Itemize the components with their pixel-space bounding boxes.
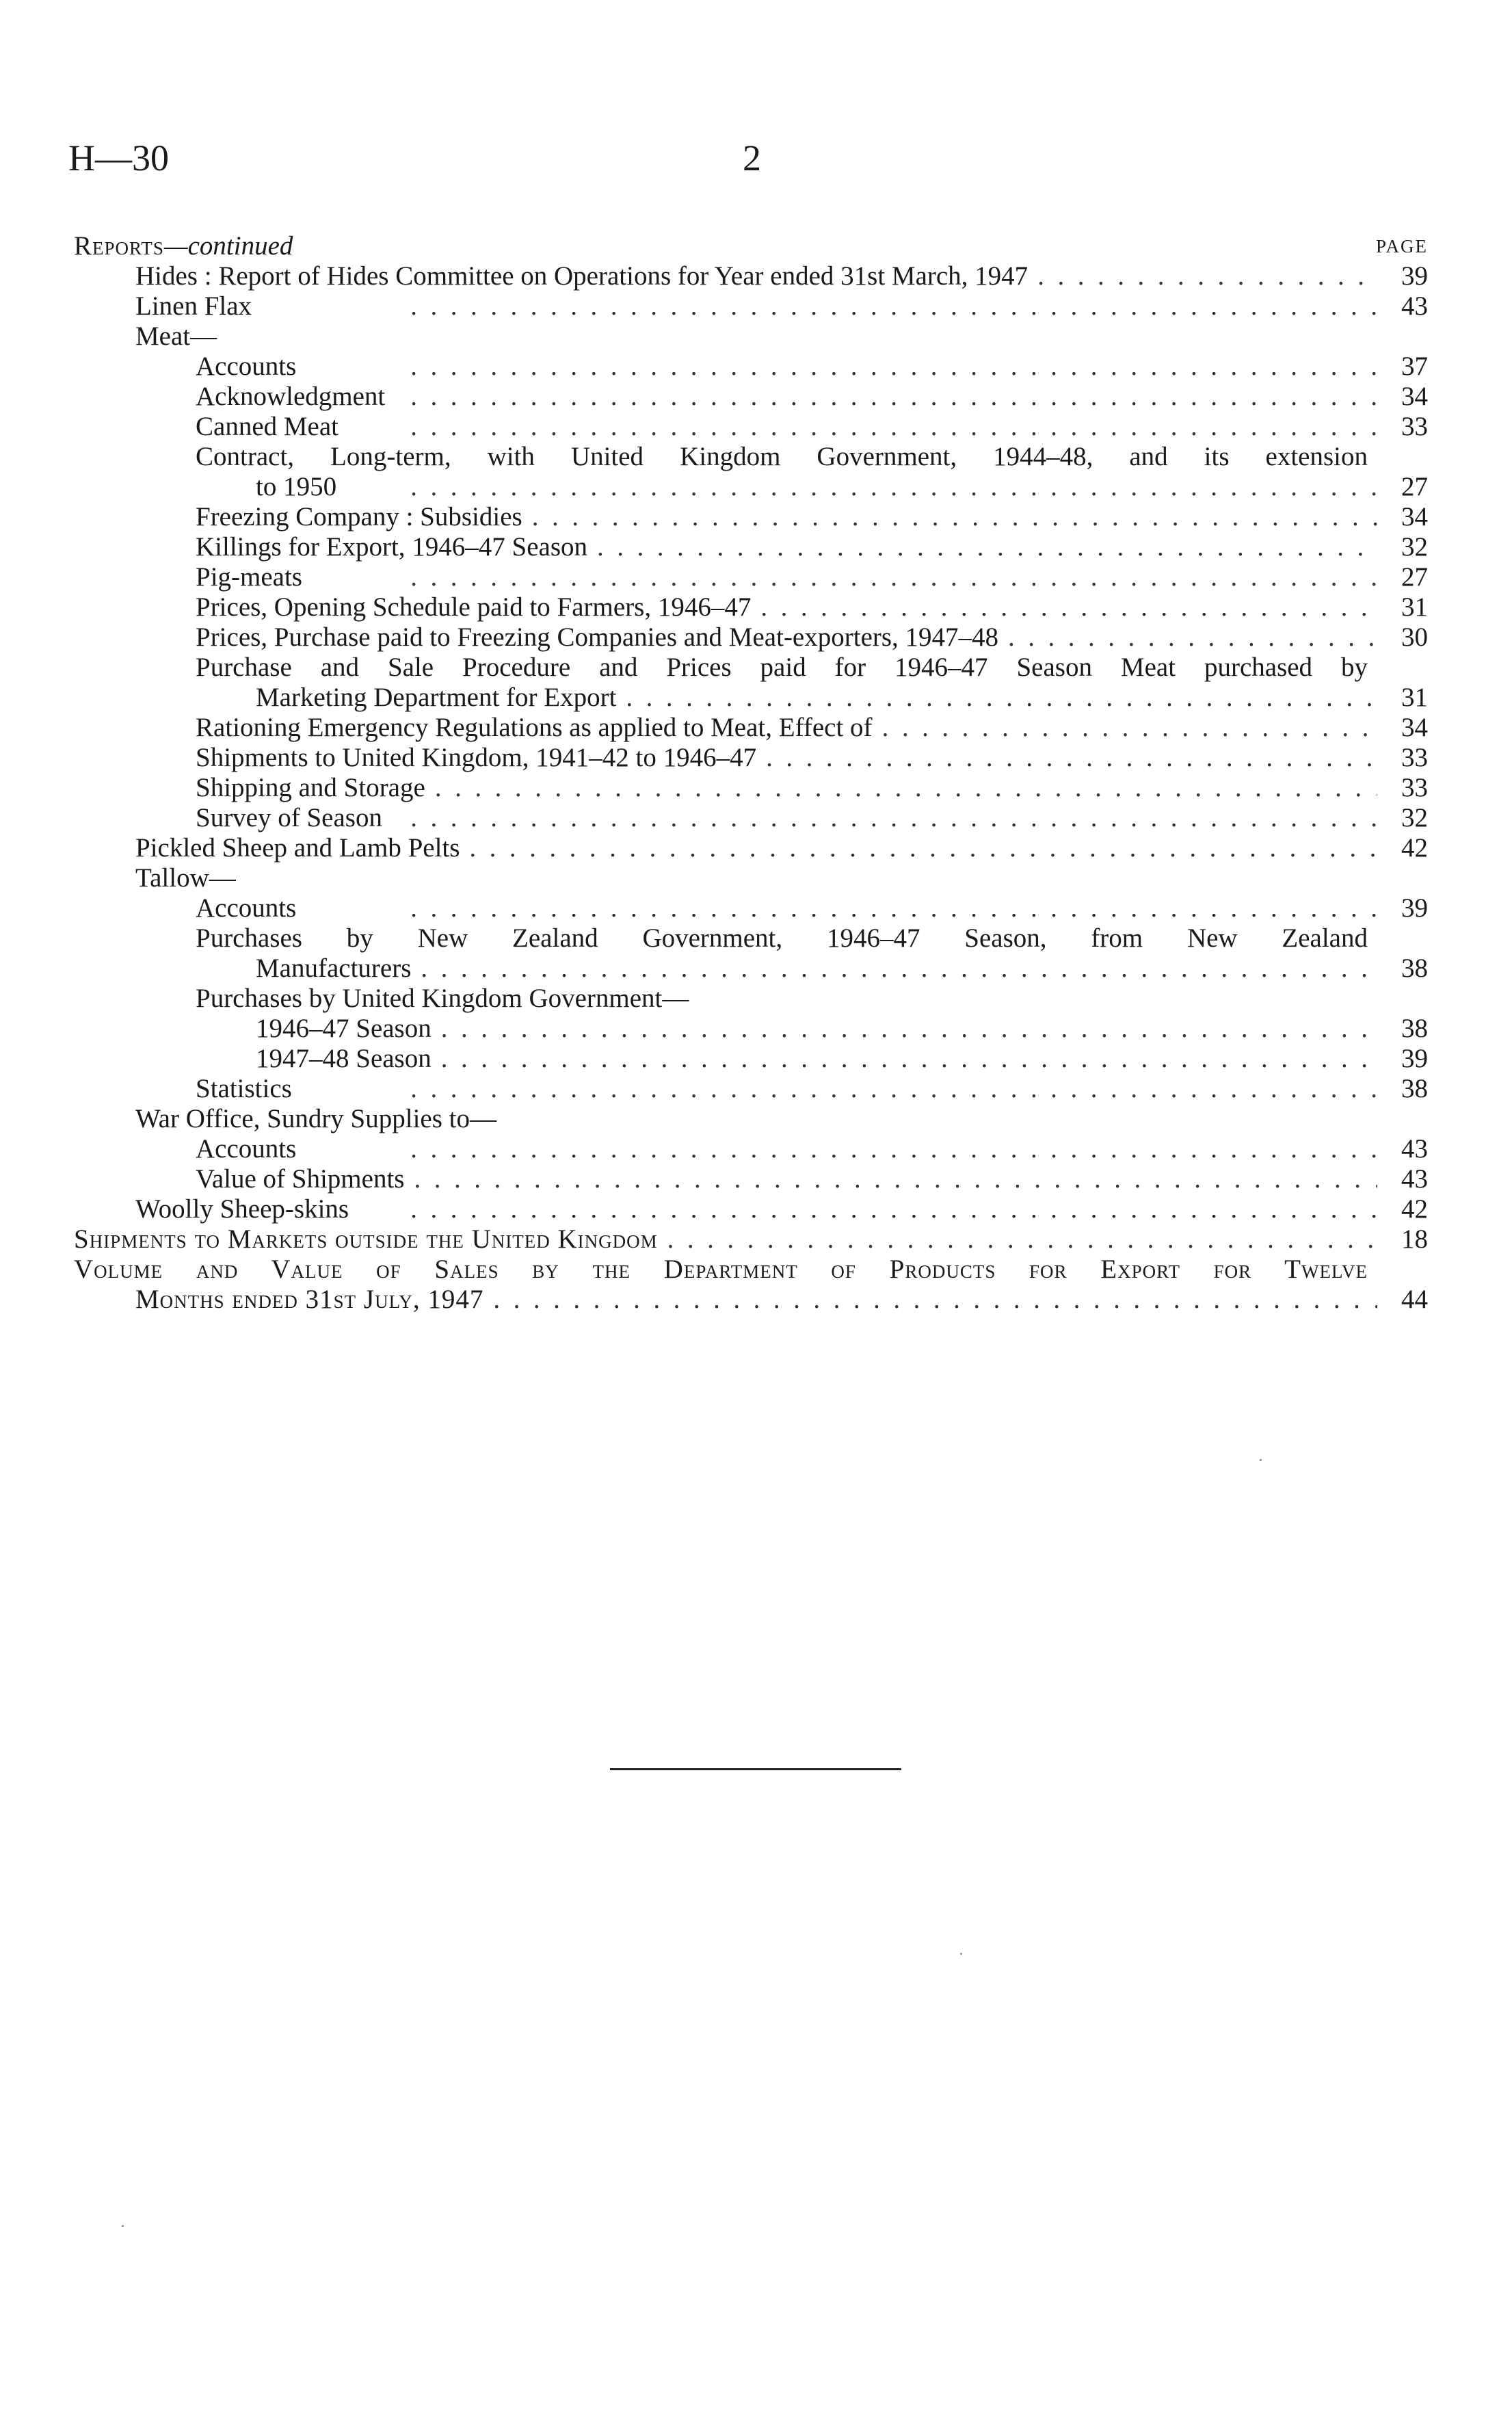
toc-entry-value-shipments	[74, 1164, 1428, 1194]
dot-leader	[587, 532, 1377, 562]
toc-entry-hides	[74, 261, 1428, 291]
entry-label: Prices, Purchase paid to Freezing Companies and Meat-exporters, 1947–48	[196, 622, 999, 652]
closing-rule	[610, 1768, 901, 1770]
entry-page: 42	[1401, 833, 1428, 863]
dot-leader	[432, 1044, 1377, 1074]
dot-leader	[1028, 261, 1377, 291]
entry-continuation	[74, 1285, 1428, 1315]
entry-page: 18	[1401, 1224, 1428, 1254]
entry-label: Accounts	[196, 1134, 297, 1164]
dot-leader	[382, 803, 1377, 833]
toc-entry-killings	[74, 532, 1428, 562]
entry-label: Shipping and Storage	[196, 773, 425, 802]
entry-page: 37	[1401, 352, 1428, 381]
entry-continuation	[196, 954, 1428, 984]
section-title: Reports	[74, 231, 164, 261]
entry-page: 43	[1401, 1134, 1428, 1164]
dot-leader	[751, 592, 1377, 622]
entry-label: 1947–48 Season	[256, 1044, 432, 1073]
toc-heading-war-office: War Office, Sundry Supplies to—	[135, 1104, 496, 1133]
entry-label: Rationing Emergency Regulations as applied to Meat, Effect of	[196, 713, 873, 742]
dot-leader	[460, 833, 1377, 863]
entry-label: Shipments to United Kingdom, 1941–42 to 1946–47	[196, 743, 757, 772]
entry-page: 32	[1401, 803, 1428, 832]
dot-leader	[998, 622, 1377, 653]
dot-leader	[756, 743, 1377, 773]
entry-page: 34	[1401, 713, 1428, 742]
entry-page: 27	[1401, 562, 1428, 592]
entry-label: Accounts	[196, 352, 297, 381]
toc-entry-shipments-markets	[74, 1224, 1428, 1254]
scan-speck	[960, 1953, 962, 1955]
entry-label: Woolly Sheep-skins	[135, 1194, 349, 1224]
entry-label: Acknowledgment	[196, 382, 386, 411]
dot-leader	[252, 291, 1377, 321]
dot-leader	[296, 352, 1377, 382]
toc-heading-meat: Meat—	[135, 321, 217, 351]
dot-leader	[296, 1134, 1377, 1164]
entry-continuation	[196, 472, 1428, 502]
toc-entry-prices-purchase	[74, 622, 1428, 653]
entry-label: Survey of Season	[196, 803, 382, 832]
entry-label: Value of Shipments	[196, 1164, 405, 1194]
entry-page: 43	[1401, 291, 1428, 321]
toc-heading-tallow: Tallow—	[135, 863, 236, 893]
dot-leader	[385, 382, 1377, 412]
toc-entry-war-office-accounts	[74, 1134, 1428, 1164]
toc-entry-purchase-sale	[74, 653, 1428, 713]
dot-leader	[339, 412, 1377, 442]
dot-leader	[349, 1194, 1377, 1224]
scan-speck	[1260, 1459, 1262, 1461]
entry-label-line2: Marketing Department for Export	[256, 683, 617, 712]
toc-entry-statistics	[74, 1074, 1428, 1104]
dot-leader	[404, 1164, 1377, 1194]
entry-label: Pickled Sheep and Lamb Pelts	[135, 833, 460, 863]
toc-entry-shipments-uk	[74, 743, 1428, 773]
entry-label: Accounts	[196, 893, 297, 923]
entry-page: 39	[1401, 893, 1428, 923]
toc-entry-linen-flax	[74, 291, 1428, 321]
dot-leader	[292, 1074, 1377, 1104]
table-of-contents	[74, 231, 1428, 1315]
page-number: 2	[743, 137, 761, 179]
dot-leader	[302, 562, 1377, 592]
entry-label: Linen Flax	[135, 291, 252, 321]
dot-leader	[616, 683, 1377, 713]
toc-entry-acknowledgment	[74, 382, 1428, 412]
toc-entry-season-1947	[74, 1044, 1428, 1074]
entry-page: 31	[1401, 683, 1428, 712]
continued-label: —continued	[163, 231, 293, 261]
toc-heading-uk-purchases: Purchases by United Kingdom Government—	[196, 984, 689, 1013]
toc-entry-pickled-pelts	[74, 833, 1428, 863]
toc-entry-woolly-skins	[74, 1194, 1428, 1224]
entry-page: 31	[1401, 592, 1428, 622]
dot-leader	[522, 502, 1377, 532]
entry-page: 30	[1401, 622, 1428, 652]
dot-leader	[483, 1285, 1377, 1315]
entry-page: 38	[1401, 1014, 1428, 1043]
entry-page: 27	[1401, 472, 1428, 501]
entry-label: Canned Meat	[196, 412, 339, 441]
toc-entry-shipping-storage	[74, 773, 1428, 803]
toc-entry-season-1946	[74, 1014, 1428, 1044]
entry-page: 34	[1401, 382, 1428, 411]
toc-entry-volume-value	[74, 1254, 1428, 1315]
toc-entry-pig-meats	[74, 562, 1428, 592]
dot-leader	[336, 472, 1377, 502]
toc-entry-rationing	[74, 713, 1428, 743]
scan-speck	[122, 2225, 124, 2227]
entry-label: Pig-meats	[196, 562, 302, 592]
entry-label: Statistics	[196, 1074, 292, 1103]
entry-page: 39	[1401, 1044, 1428, 1073]
toc-entry-canned-meat	[74, 412, 1428, 442]
entry-label: Hides : Report of Hides Committee on Operations for Year ended 31st March, 1947	[135, 261, 1029, 291]
entry-page: 33	[1401, 743, 1428, 772]
entry-page: 44	[1401, 1285, 1428, 1314]
entry-page: 43	[1401, 1164, 1428, 1194]
entry-page: 34	[1401, 502, 1428, 531]
dot-leader	[425, 773, 1377, 803]
page-identifier: H—30	[68, 137, 169, 179]
entry-label-line1: Purchases by New Zealand Government, 1946–47 Season, from New Zealand	[196, 923, 1368, 953]
entry-page: 33	[1401, 773, 1428, 802]
toc-entry-tallow-accounts	[74, 893, 1428, 923]
section-heading	[74, 231, 1428, 261]
dot-leader	[411, 954, 1377, 984]
entry-label-line2: Months ended 31st July, 1947	[135, 1285, 484, 1314]
dot-leader	[296, 893, 1377, 923]
page-column-label: PAGE	[1375, 236, 1428, 257]
entry-page: 42	[1401, 1194, 1428, 1224]
entry-page: 38	[1401, 1074, 1428, 1103]
toc-entry-freezing-company	[74, 502, 1428, 532]
entry-label-line2: to 1950	[256, 472, 337, 501]
toc-entry-prices-opening	[74, 592, 1428, 622]
entry-label: Prices, Opening Schedule paid to Farmers, 1946–47	[196, 592, 752, 622]
toc-entry-survey	[74, 803, 1428, 833]
dot-leader	[432, 1014, 1377, 1044]
entry-label-line2: Manufacturers	[256, 954, 412, 983]
entry-page: 38	[1401, 954, 1428, 983]
entry-label: Killings for Export, 1946–47 Season	[196, 532, 588, 562]
dot-leader	[873, 713, 1377, 743]
entry-label-line1: Volume and Value of Sales by the Department of Products for Export for Twelve	[74, 1254, 1368, 1284]
entry-label-line1: Purchase and Sale Procedure and Prices paid for 1946–47 Season Meat purchased by	[196, 653, 1368, 682]
entry-page: 39	[1401, 261, 1428, 291]
entry-label-line1: Contract, Long-term, with United Kingdom Government, 1944–48, and its extension	[196, 442, 1368, 471]
dot-leader	[658, 1224, 1377, 1254]
entry-label: Shipments to Markets outside the United Kingdom	[74, 1224, 658, 1254]
entry-page: 32	[1401, 532, 1428, 562]
entry-continuation	[196, 683, 1428, 713]
toc-entry-contract	[74, 442, 1428, 502]
entry-label: Freezing Company : Subsidies	[196, 502, 522, 531]
entry-page: 33	[1401, 412, 1428, 441]
toc-entry-meat-accounts	[74, 352, 1428, 382]
entry-label: 1946–47 Season	[256, 1014, 432, 1043]
toc-entry-nz-purchases	[74, 923, 1428, 984]
